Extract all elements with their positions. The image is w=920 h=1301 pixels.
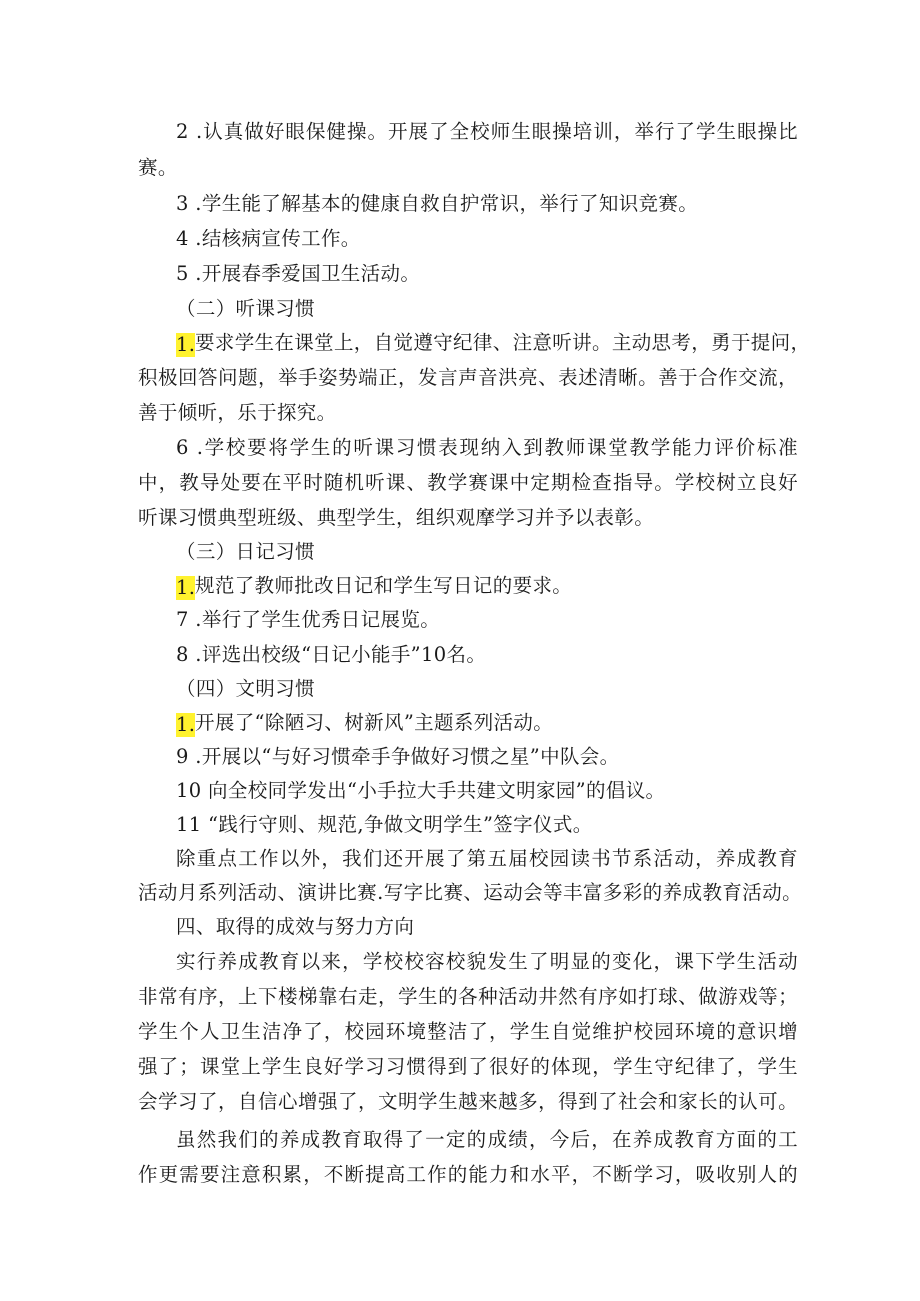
text-line: 赛。 xyxy=(138,156,178,179)
section-heading: （二）听课习惯 xyxy=(176,297,315,320)
section-heading: （四）文明习惯 xyxy=(176,677,315,700)
text-line: 6 .学校要将学生的听课习惯表现纳入到教师课堂教学能力评价标准 xyxy=(176,436,798,459)
text-line: 中，教导处要在平时随机听课、教学赛课中定期检查指导。学校树立良好 xyxy=(138,471,798,494)
text-line: 5 .开展春季爱国卫生活动。 xyxy=(176,262,421,285)
text-line: 4 .结核病宣传工作。 xyxy=(176,227,361,250)
text-line: 要求学生在课堂上，自觉遵守纪律、注意听讲。主动思考，勇于提问， xyxy=(195,331,811,354)
text-line: 10 向全校同学发出“小手拉大手共建文明家园”的倡议。 xyxy=(176,779,666,802)
text-line: 11 “践行守则、规范,争做文明学生”签字仪式。 xyxy=(176,813,593,836)
highlighted-list-marker: 1. xyxy=(176,333,196,356)
highlighted-list-marker: 1. xyxy=(176,713,196,736)
section-heading: 四、取得的成效与努力方向 xyxy=(176,915,415,938)
text-line: 9 .开展以“与好习惯牵手争做好习惯之星”中队会。 xyxy=(176,745,620,768)
text-line: 听课习惯典型班级、典型学生，组织观摩学习并予以表彰。 xyxy=(138,506,655,529)
text-line: 作更需要注意积累，不断提高工作的能力和水平，不断学习，吸收别人的 xyxy=(138,1163,798,1186)
text-line: 3 .学生能了解基本的健康自救自护常识，举行了知识竞赛。 xyxy=(176,192,699,215)
text-line: 积极回答问题，举手姿势端正，发言声音洪亮、表述清晰。善于合作交流， xyxy=(138,366,798,389)
text-line: 活动月系列活动、演讲比赛.写字比赛、运动会等丰富多彩的养成教育活动。 xyxy=(138,881,802,904)
highlighted-list-marker: 1. xyxy=(176,576,196,599)
text-line: 学生个人卫生洁净了，校园环境整洁了，学生自觉维护校园环境的意识增 xyxy=(138,1020,798,1043)
text-line: 规范了教师批改日记和学生写日记的要求。 xyxy=(195,574,573,597)
text-line: 会学习了，自信心增强了，文明学生越来越多，得到了社会和家长的认可。 xyxy=(138,1090,798,1113)
text-line: 非常有序，上下楼梯靠右走，学生的各种活动井然有序如打球、做游戏等； xyxy=(138,985,798,1008)
text-line: 善于倾听，乐于探究。 xyxy=(138,401,337,424)
text-line: 7 .举行了学生优秀日记展览。 xyxy=(176,608,441,631)
text-line: 实行养成教育以来，学校校容校貌发生了明显的变化，课下学生活动 xyxy=(176,950,798,973)
text-line: 除重点工作以外，我们还开展了第五届校园读书节系活动，养成教育 xyxy=(176,847,798,870)
text-line: 开展了“除陋习、树新风”主题系列活动。 xyxy=(195,711,554,734)
text-line: 2 .认真做好眼保健操。开展了全校师生眼操培训，举行了学生眼操比 xyxy=(176,120,798,143)
text-line: 8 .评选出校级“日记小能手”10名。 xyxy=(176,643,487,666)
section-heading: （三）日记习惯 xyxy=(176,540,315,563)
text-line: 虽然我们的养成教育取得了一定的成绩，今后，在养成教育方面的工 xyxy=(176,1128,798,1151)
text-line: 强了；课堂上学生良好学习习惯得到了很好的体现，学生守纪律了，学生 xyxy=(138,1055,798,1078)
